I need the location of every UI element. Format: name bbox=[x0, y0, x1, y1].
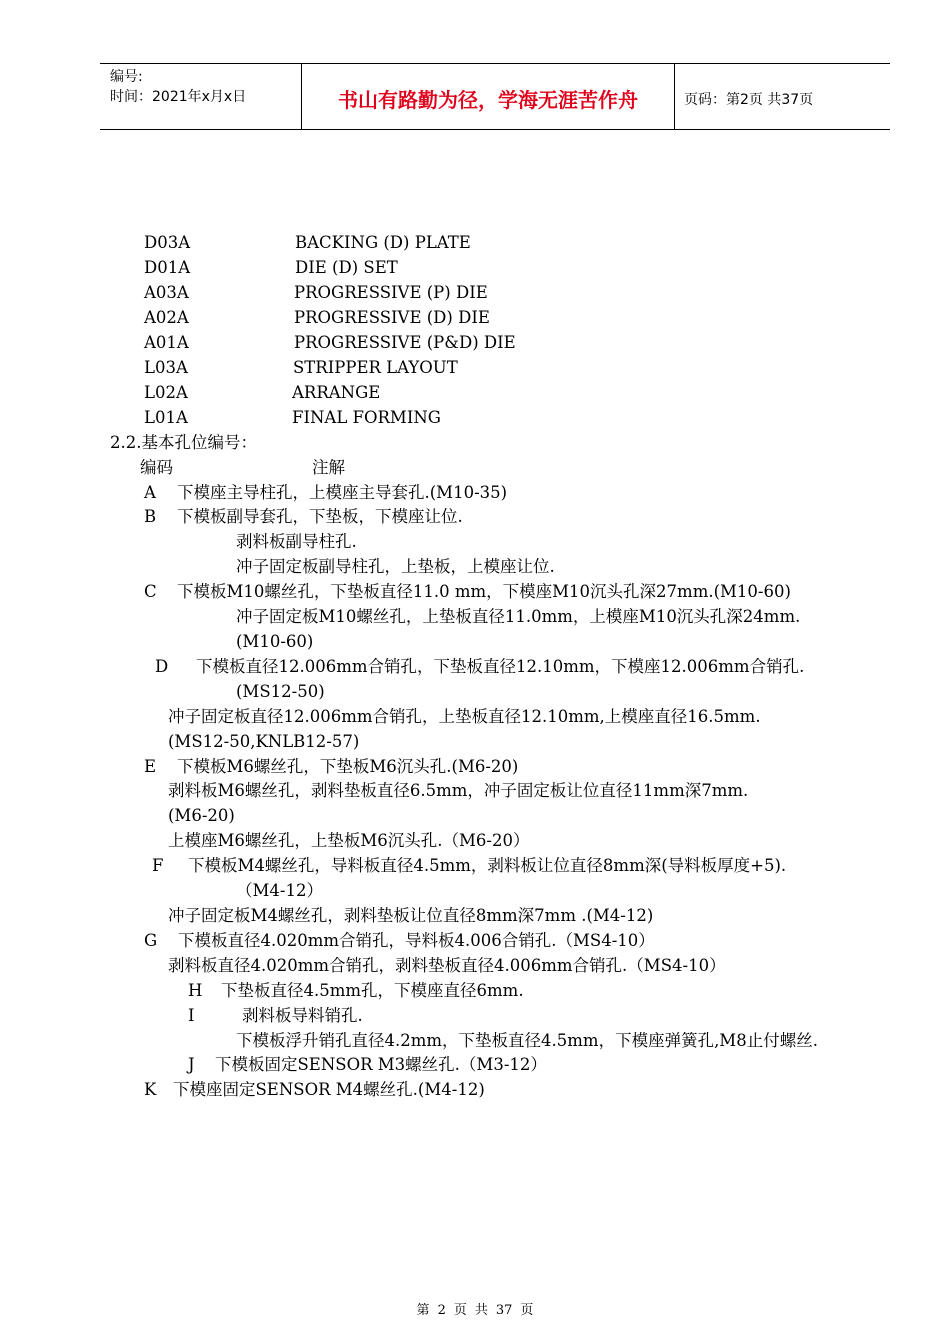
hole-note: (M10-60) bbox=[236, 632, 314, 651]
hole-code: K bbox=[144, 1080, 157, 1099]
part-name: FINAL FORMING bbox=[292, 408, 441, 427]
part-code: D01A bbox=[144, 258, 191, 277]
hole-note: (MS12-50,KNLB12-57) bbox=[168, 732, 360, 751]
part-name: PROGRESSIVE (D) DIE bbox=[294, 308, 490, 327]
part-name: PROGRESSIVE (P) DIE bbox=[294, 283, 488, 302]
hole-code: G bbox=[144, 931, 158, 950]
part-code: L01A bbox=[144, 408, 188, 427]
hole-code: D bbox=[155, 657, 169, 676]
part-name: ARRANGE bbox=[292, 383, 381, 402]
hole-note: 冲子固定板M4螺丝孔，剥料垫板让位直径8mm深7mm .(M4-12) bbox=[168, 906, 654, 925]
part-code: D03A bbox=[144, 233, 191, 252]
hole-note: （M4-12） bbox=[236, 881, 323, 900]
footer-text: 页 bbox=[520, 1303, 534, 1318]
doc-number-label: 编号: bbox=[110, 69, 143, 85]
hole-note: 下模板M6螺丝孔，下垫板M6沉头孔.(M6-20) bbox=[177, 757, 519, 776]
hole-note: 下垫板直径4.5mm孔，下模座直径6mm. bbox=[221, 981, 524, 1000]
part-name: BACKING (D) PLATE bbox=[295, 233, 471, 252]
header-divider-right bbox=[674, 63, 675, 130]
hole-note: 冲子固定板副导柱孔，上垫板，上模座让位. bbox=[236, 557, 555, 576]
footer-text: 页 bbox=[453, 1303, 467, 1318]
hole-note: 剥料板副导柱孔. bbox=[236, 532, 357, 551]
footer-total-pages: 37 bbox=[495, 1303, 513, 1318]
page-footer bbox=[0, 1299, 950, 1318]
hole-note: 冲子固定板直径12.006mm合销孔，上垫板直径12.10mm,上模座直径16.5mm. bbox=[168, 707, 761, 726]
part-code: A01A bbox=[144, 333, 189, 352]
hole-code: J bbox=[188, 1055, 195, 1074]
hole-note: 下模板浮升销孔直径4.2mm，下垫板直径4.5mm，下模座弹簧孔,M8止付螺丝. bbox=[236, 1031, 818, 1050]
time-label: 时间：2021年x月x日 bbox=[110, 89, 247, 105]
part-name: STRIPPER LAYOUT bbox=[293, 358, 458, 377]
hole-note: 冲子固定板M10螺丝孔，上垫板直径11.0mm，上模座M10沉头孔深24mm. bbox=[236, 607, 801, 626]
hole-note: 下模板M4螺丝孔，导料板直径4.5mm，剥料板让位直径8mm深(导料板厚度+5). bbox=[188, 856, 787, 875]
footer-page-number: 2 bbox=[437, 1303, 446, 1318]
hole-note: 剥料板直径4.020mm合销孔，剥料垫板直径4.006mm合销孔.（MS4-10） bbox=[168, 956, 726, 975]
hole-note: 下模座固定SENSOR M4螺丝孔.(M4-12) bbox=[173, 1080, 485, 1099]
hole-note: 上模座M6螺丝孔，上垫板M6沉头孔.（M6-20） bbox=[168, 831, 530, 850]
hole-code: F bbox=[152, 856, 164, 875]
hole-code: B bbox=[144, 507, 157, 526]
column-header-code: 编码 bbox=[140, 458, 173, 477]
footer-text: 第 bbox=[416, 1303, 430, 1318]
hole-code: C bbox=[144, 582, 157, 601]
hole-code: H bbox=[188, 981, 203, 1000]
part-code: L02A bbox=[144, 383, 188, 402]
hole-note: (M6-20) bbox=[168, 806, 235, 825]
hole-code: A bbox=[144, 483, 156, 502]
part-code: A03A bbox=[144, 283, 189, 302]
page-info: 页码：第2页 共37页 bbox=[684, 92, 814, 108]
hole-note: 剥料板M6螺丝孔，剥料垫板直径6.5mm，冲子固定板让位直径11mm深7mm. bbox=[168, 781, 749, 800]
hole-note: 下模板直径12.006mm合销孔，下垫板直径12.10mm，下模座12.006mm合销孔. bbox=[196, 657, 805, 676]
header-slogan: 书山有路勤为径，学海无涯苦作舟 bbox=[338, 88, 638, 112]
hole-note: (MS12-50) bbox=[236, 682, 325, 701]
part-code: A02A bbox=[144, 308, 189, 327]
part-name: DIE (D) SET bbox=[295, 258, 398, 277]
hole-note: 剥料板导料销孔. bbox=[242, 1006, 363, 1025]
hole-code: E bbox=[144, 757, 157, 776]
hole-note: 下模板M10螺丝孔，下垫板直径11.0 mm，下模座M10沉头孔深27mm.(M10-60) bbox=[177, 582, 791, 601]
hole-code: I bbox=[188, 1006, 195, 1025]
footer-text: 共 bbox=[474, 1303, 488, 1318]
hole-note: 下模座主导柱孔，上模座主导套孔.(M10-35) bbox=[177, 483, 508, 502]
part-name: PROGRESSIVE (P&D) DIE bbox=[294, 333, 516, 352]
hole-note: 下模板固定SENSOR M3螺丝孔.（M3-12） bbox=[215, 1055, 547, 1074]
header-top-rule bbox=[100, 63, 890, 64]
section-title: 2.2.基本孔位编号： bbox=[110, 433, 257, 452]
header-bottom-rule bbox=[100, 129, 890, 130]
hole-note: 下模板直径4.020mm合销孔，导料板4.006合销孔.（MS4-10） bbox=[178, 931, 655, 950]
hole-note: 下模板副导套孔，下垫板，下模座让位. bbox=[177, 507, 463, 526]
column-header-note: 注解 bbox=[312, 458, 345, 477]
part-code: L03A bbox=[144, 358, 188, 377]
